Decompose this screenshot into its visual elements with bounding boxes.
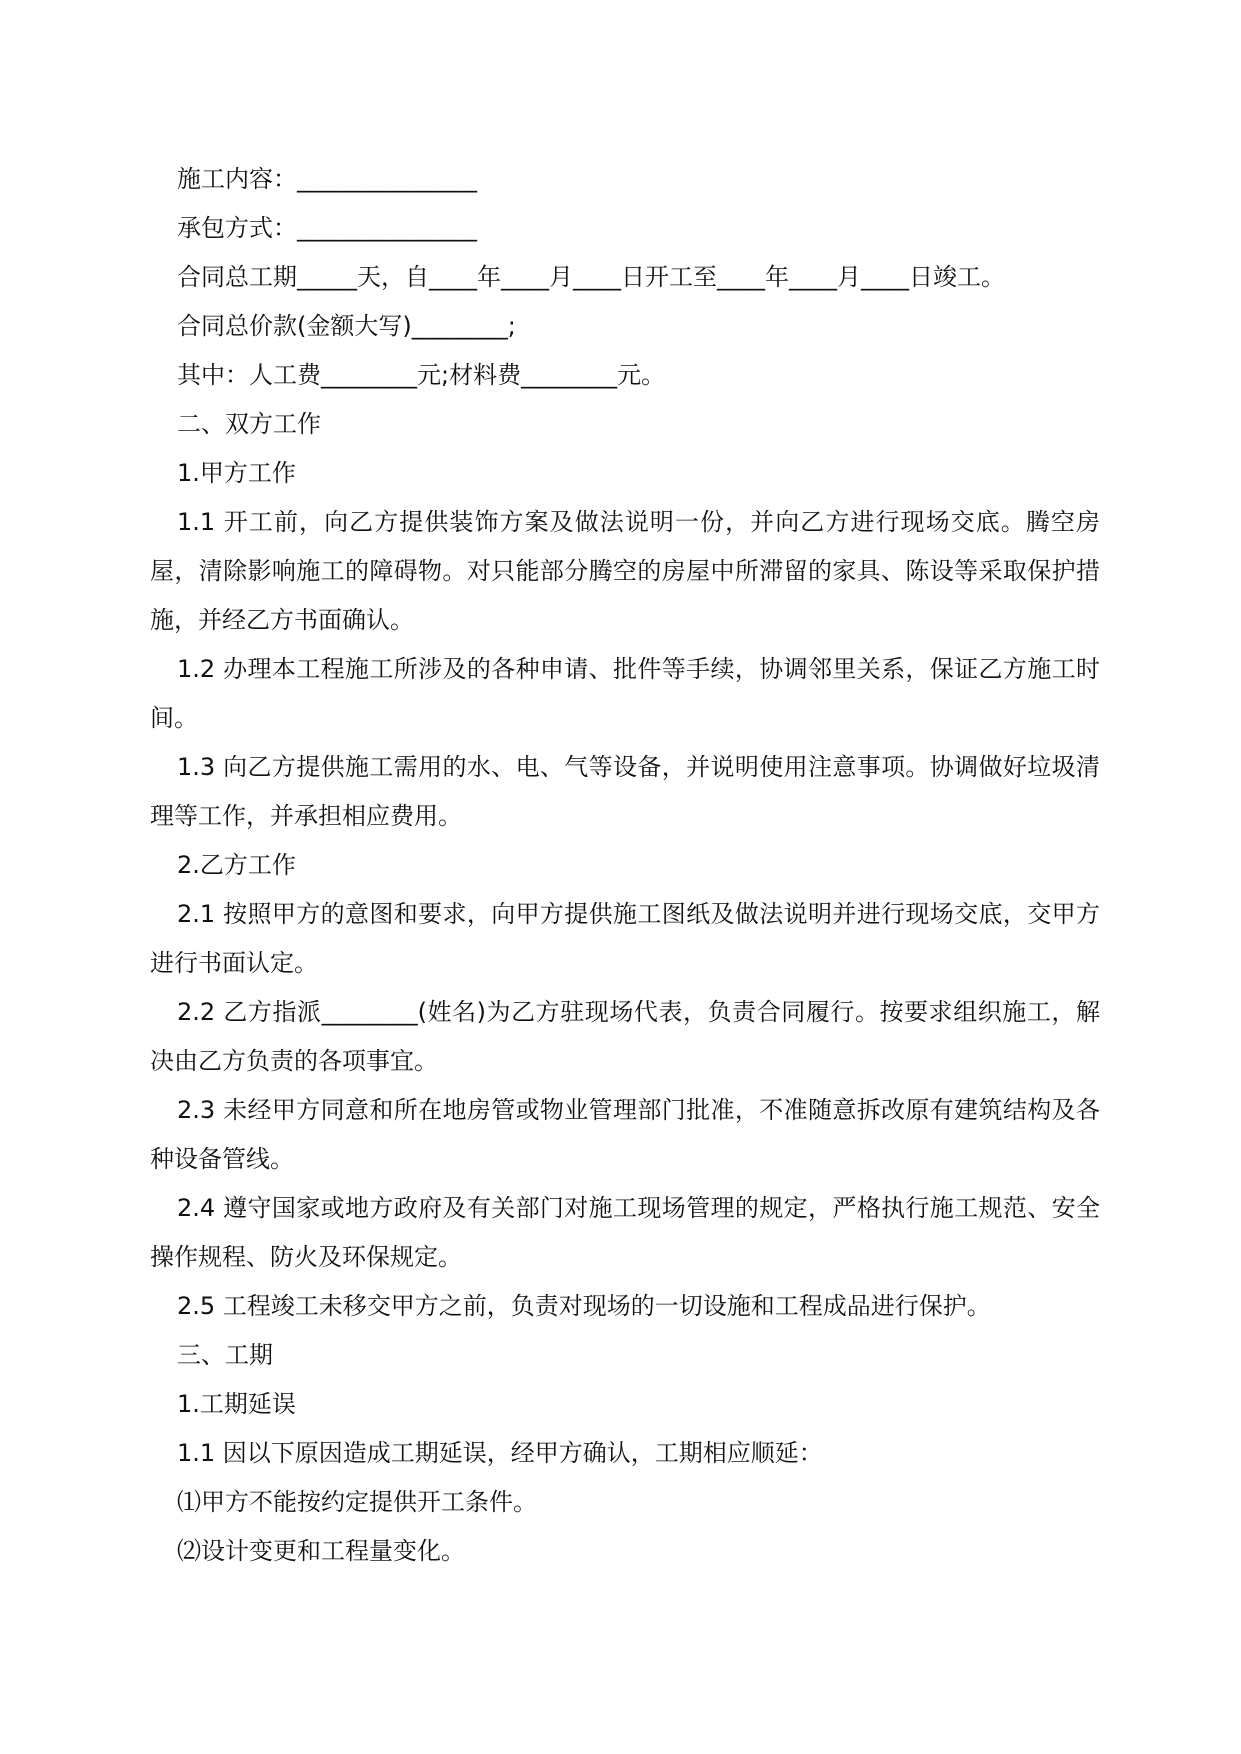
- construction-content-field: 施工内容：_______________: [177, 165, 477, 193]
- contract-period-field: 合同总工期_____天，自____年____月____日开工至____年____月____日竣工。: [177, 263, 1005, 291]
- clause-1-1: 1.1 开工前，向乙方提供装饰方案及做法说明一份，并向乙方进行现场交底。腾空房屋，清除影响施工的障碍物。对只能部分腾空的房屋中所滞留的家具、陈设等采取保护措施，并经乙方书面确认。: [150, 508, 1100, 634]
- clause-2-4: 2.4 遵守国家或地方政府及有关部门对施工现场管理的规定，严格执行施工规范、安全操作规程、防火及环保规定。: [150, 1194, 1100, 1271]
- cost-breakdown-field: 其中：人工费________元;材料费________元。: [177, 361, 666, 389]
- section-heading-schedule: 三、工期: [177, 1341, 273, 1369]
- delay-reason-2: ⑵设计变更和工程量变化。: [177, 1537, 465, 1565]
- clause-2-3: 2.3 未经甲方同意和所在地房管或物业管理部门批准，不准随意拆改原有建筑结构及各种设备管线。: [150, 1096, 1100, 1173]
- contract-method-field: 承包方式：_______________: [177, 214, 477, 242]
- subsection-heading-party-a: 1.甲方工作: [177, 459, 296, 487]
- document-body: [150, 155, 1100, 1576]
- clause-2-1: 2.1 按照甲方的意图和要求，向甲方提供施工图纸及做法说明并进行现场交底，交甲方进行书面认定。: [150, 900, 1100, 977]
- clause-delay-1-1: 1.1 因以下原因造成工期延误，经甲方确认，工期相应顺延：: [177, 1439, 823, 1467]
- subsection-heading-party-b: 2.乙方工作: [177, 851, 296, 879]
- subsection-heading-delay: 1.工期延误: [177, 1390, 296, 1418]
- clause-1-2: 1.2 办理本工程施工所涉及的各种申请、批件等手续，协调邻里关系，保证乙方施工时间。: [150, 655, 1100, 732]
- clause-2-2: 2.2 乙方指派________(姓名)为乙方驻现场代表，负责合同履行。按要求组织施工，解决由乙方负责的各项事宜。: [150, 998, 1100, 1075]
- section-heading-duties: 二、双方工作: [177, 410, 321, 438]
- contract-price-field: 合同总价款(金额大写)________;: [177, 312, 516, 340]
- clause-1-3: 1.3 向乙方提供施工需用的水、电、气等设备，并说明使用注意事项。协调做好垃圾清理等工作，并承担相应费用。: [150, 753, 1100, 830]
- clause-2-5: 2.5 工程竣工未移交甲方之前，负责对现场的一切设施和工程成品进行保护。: [177, 1292, 991, 1320]
- delay-reason-1: ⑴甲方不能按约定提供开工条件。: [177, 1488, 537, 1516]
